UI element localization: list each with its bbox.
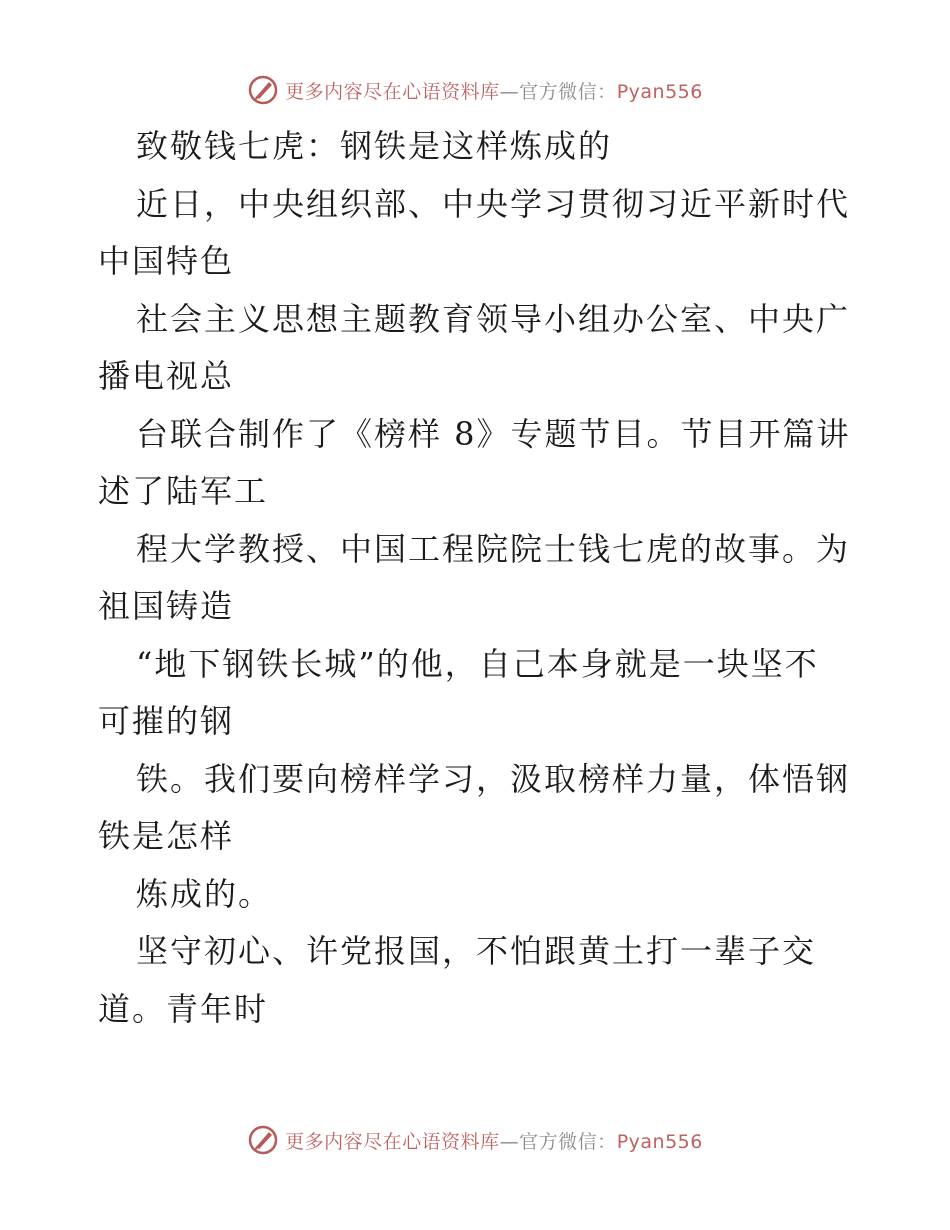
text-line: “地下钢铁长城”的他，自己本身就是一块坚不 xyxy=(136,644,819,683)
quill-logo-icon xyxy=(247,74,279,106)
footer-watermark xyxy=(0,1120,950,1160)
document-body xyxy=(98,118,858,1038)
text-line: 祖国铸造 xyxy=(98,587,235,625)
text-line: 播电视总 xyxy=(98,357,235,395)
watermark-wechat-id: Pyan556 xyxy=(616,80,703,103)
text-line: 社会主义思想主题教育领导小组办公室、中央广 xyxy=(136,299,851,338)
text-line: 道。青年时 xyxy=(98,989,269,1028)
text-line: 中国特色 xyxy=(98,242,235,280)
watermark-text xyxy=(285,77,703,104)
text-line: 致敬钱七虎：钢铁是这样炼成的 xyxy=(136,127,613,165)
watermark-main: 更多内容尽在心语资料库 xyxy=(285,80,500,103)
watermark-official: 官方微信： xyxy=(519,1130,617,1153)
watermark-text xyxy=(285,1127,703,1154)
text-line: 铁。我们要向榜样学习，汲取榜样力量，体悟钢 xyxy=(136,759,851,798)
text-line: 铁是怎样 xyxy=(98,817,235,855)
text-line: 炼成的。 xyxy=(136,874,273,913)
quill-logo-icon xyxy=(247,1124,279,1156)
watermark-wechat-id: Pyan556 xyxy=(616,1130,703,1153)
text-line: 述了陆军工 xyxy=(98,472,269,510)
header-watermark xyxy=(0,70,950,110)
text-line: 程大学教授、中国工程院院士钱七虎的故事。为 xyxy=(136,529,851,568)
text-line: 可摧的钢 xyxy=(98,702,235,740)
text-line: 坚守初心、许党报国，不怕跟黄土打一辈子交 xyxy=(136,932,817,970)
watermark-dash: — xyxy=(499,80,520,103)
watermark-main: 更多内容尽在心语资料库 xyxy=(285,1130,500,1153)
text-line: 台联合制作了《榜样 8》专题节目。节目开篇讲 xyxy=(136,414,851,453)
watermark-dash: — xyxy=(499,1130,520,1153)
watermark-official: 官方微信： xyxy=(519,80,617,103)
text-line: 近日，中央组织部、中央学习贯彻习近平新时代 xyxy=(136,184,851,223)
